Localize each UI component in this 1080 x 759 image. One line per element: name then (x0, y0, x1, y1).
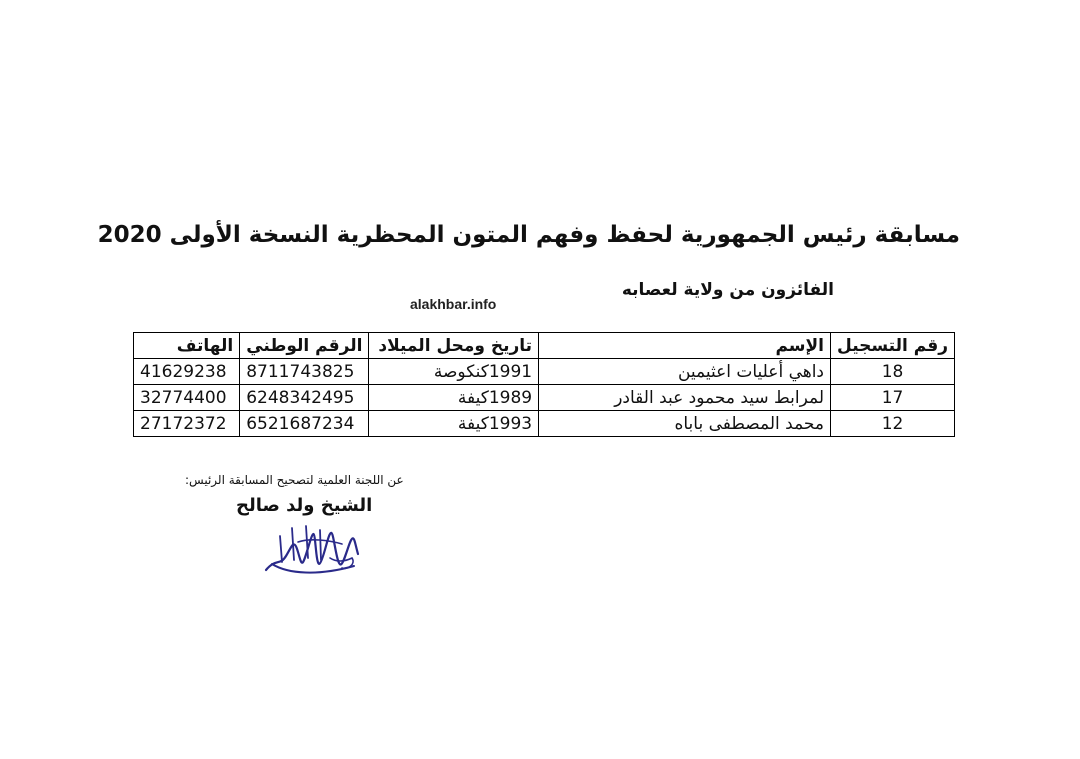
table-header-row (134, 333, 955, 359)
winners-table (133, 332, 955, 437)
cell-birth: 1991كنكوصة (369, 359, 539, 385)
cell-phone: 27172372 (134, 411, 240, 437)
table-row (134, 385, 955, 411)
cell-name: داهي أعليات اعثيمين (539, 359, 831, 385)
cell-registration: 18 (831, 359, 955, 385)
cell-birth: 1993كيفة (369, 411, 539, 437)
chair-name: الشيخ ولد صالح (236, 495, 373, 516)
header-phone: الهاتف (134, 333, 240, 359)
page-title: مسابقة رئيس الجمهورية لحفظ وفهم المتون المحظرية النسخة الأولى 2020 (97, 222, 960, 248)
committee-line: عن اللجنة العلمية لتصحيح المسابقة الرئيس: (185, 473, 404, 487)
header-name: الإسم (539, 333, 831, 359)
signature-icon (258, 518, 368, 580)
header-registration: رقم التسجيل (831, 333, 955, 359)
cell-name: محمد المصطفى باباه (539, 411, 831, 437)
cell-birth: 1989كيفة (369, 385, 539, 411)
cell-phone: 32774400 (134, 385, 240, 411)
table-row (134, 411, 955, 437)
watermark: alakhbar.info (410, 296, 497, 312)
page-subtitle: الفائزون من ولاية لعصابه (621, 280, 834, 300)
cell-registration: 12 (831, 411, 955, 437)
table-row (134, 359, 955, 385)
cell-phone: 41629238 (134, 359, 240, 385)
header-birth: تاريخ ومحل الميلاد (369, 333, 539, 359)
cell-national-id: 6521687234 (240, 411, 369, 437)
cell-registration: 17 (831, 385, 955, 411)
header-national-id: الرقم الوطني (240, 333, 369, 359)
cell-national-id: 6248342495 (240, 385, 369, 411)
cell-national-id: 8711743825 (240, 359, 369, 385)
cell-name: لمرابط سيد محمود عبد القادر (539, 385, 831, 411)
